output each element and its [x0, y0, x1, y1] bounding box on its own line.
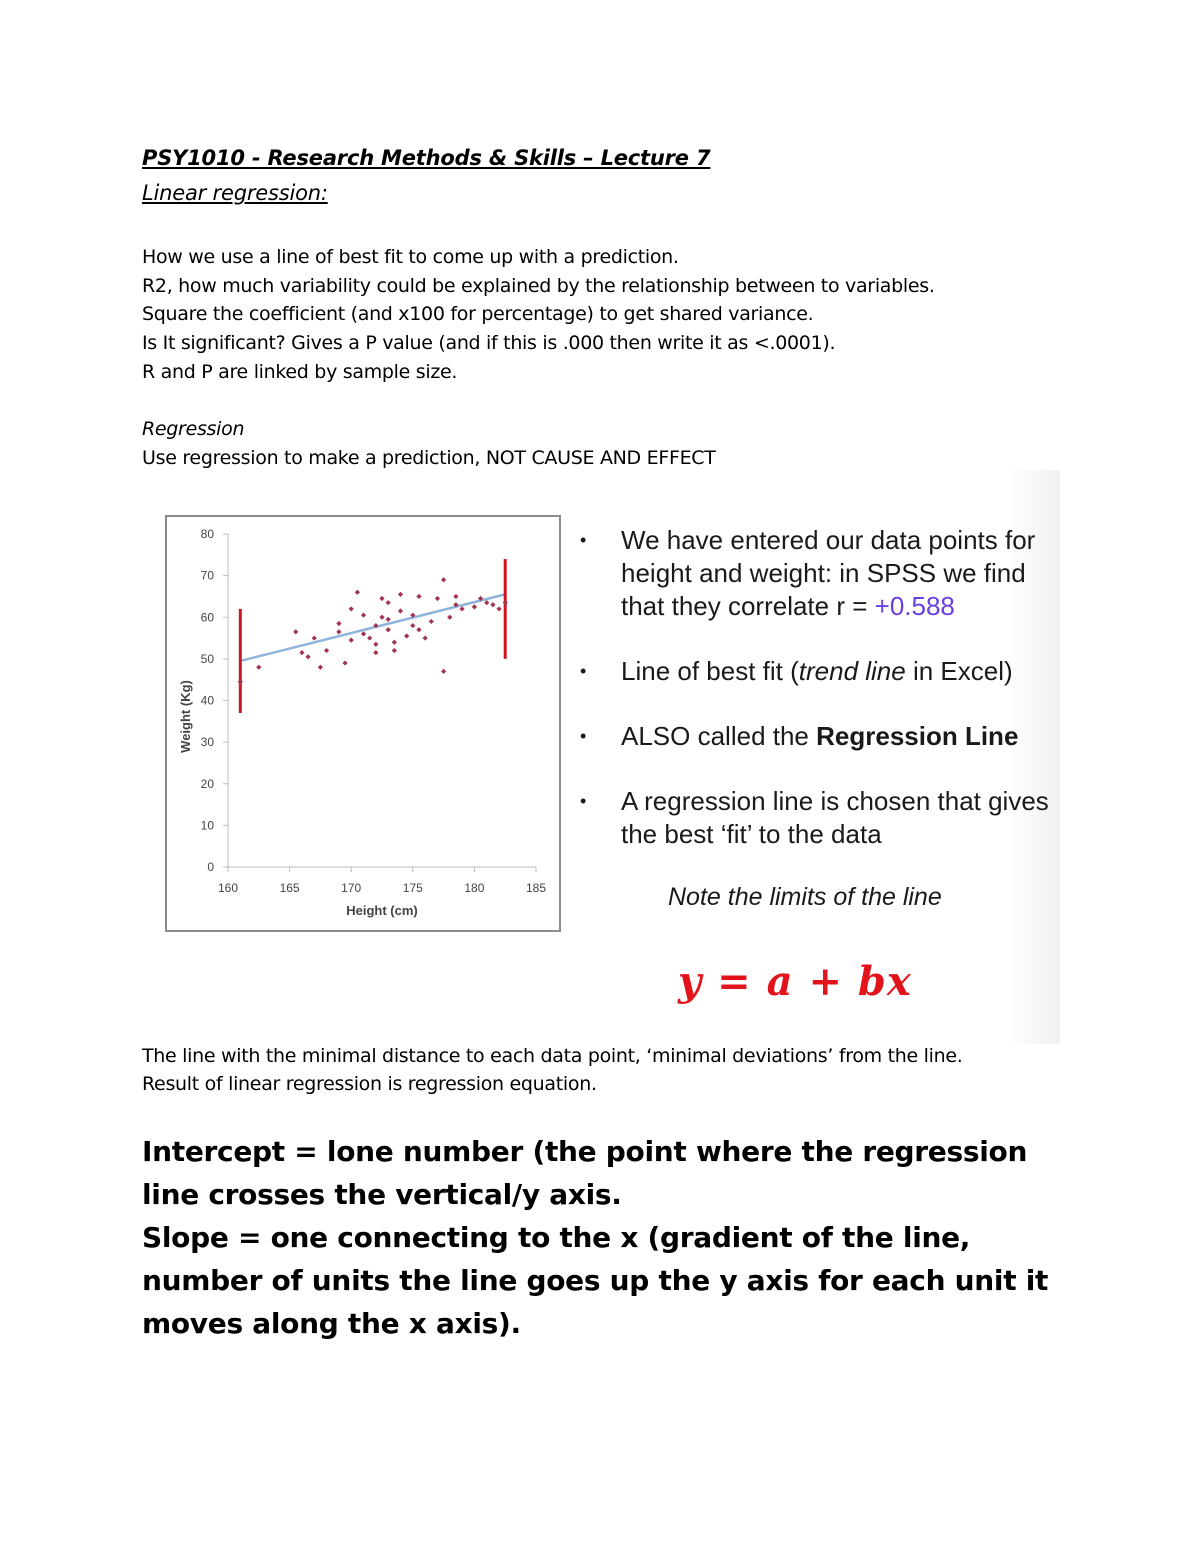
y-tick-label: 20: [200, 776, 214, 791]
y-tick-label: 60: [200, 610, 214, 625]
intercept-definition: Intercept = lone number (the point where the regression line crosses the vertical/y axis.: [142, 1135, 1028, 1211]
bullet-best-fit-post: in Excel): [905, 656, 1013, 686]
x-tick-label: 160: [217, 881, 239, 895]
after-line-2: Result of linear regression is regression equation.: [142, 1073, 597, 1095]
regression-equation: y = a + bx: [678, 958, 912, 1005]
bullet-regression-pre: ALSO called the: [621, 721, 817, 751]
slope-definition: Slope = one connecting to the x (gradient of the line, number of units the line goes up the y axis for each unit it moves along the x axis).: [142, 1221, 1049, 1340]
x-tick-label: 165: [279, 881, 300, 895]
section-heading: Linear regression:: [142, 181, 328, 205]
bullet-best-fit-data-text: A regression line is chosen that gives the best ‘fit’ to the data: [621, 786, 1049, 849]
bullet-correlation-text: We have entered our data points for height and weight: in SPSS we find that they correlate r =: [621, 525, 1036, 621]
bullet-icon: •: [580, 530, 587, 550]
trend-line-term: trend line: [798, 656, 906, 686]
y-tick-label: 70: [200, 568, 214, 583]
intro-line-2: R2, how much variability could be explained by the relationship between to variables.: [142, 275, 935, 297]
intro-line-5: R and P are linked by sample size.: [142, 361, 458, 383]
x-tick-label: 180: [464, 881, 485, 895]
intro-line-1: How we use a line of best fit to come up with a prediction.: [142, 246, 679, 268]
intro-line-4: Is It significant? Gives a P value (and if this is .000 then write it as <.0001).: [142, 332, 836, 354]
x-tick-label: 170: [341, 881, 362, 895]
chart-frame: [166, 516, 560, 931]
bullet-icon: •: [580, 661, 587, 681]
after-line-1: The line with the minimal distance to each data point, ‘minimal deviations’ from the line.: [142, 1045, 963, 1067]
x-tick-label: 175: [402, 881, 423, 895]
regression-line-term: Regression Line: [816, 721, 1019, 751]
y-tick-label: 80: [200, 527, 214, 541]
y-axis-label: Weight (Kg): [178, 680, 193, 753]
slide-note: Note the limits of the line: [668, 883, 942, 911]
x-axis-label: Height (cm): [346, 903, 418, 918]
regression-heading: Regression: [142, 418, 245, 440]
scatter-chart: [165, 515, 561, 932]
correlation-value: +0.588: [874, 591, 955, 621]
intro-line-3: Square the coefficient (and x100 for percentage) to get shared variance.: [142, 303, 814, 325]
bullet-icon: •: [580, 726, 587, 746]
bullet-best-fit-pre: Line of best fit (: [621, 656, 799, 686]
regression-note: Use regression to make a prediction, NOT CAUSE AND EFFECT: [142, 447, 716, 469]
y-tick-label: 10: [200, 818, 214, 833]
y-tick-label: 50: [200, 651, 214, 666]
y-tick-label: 0: [207, 860, 214, 874]
x-tick-label: 185: [525, 881, 547, 895]
page-title: PSY1010 - Research Methods & Skills – Lecture 7: [142, 146, 711, 170]
bullet-icon: •: [580, 791, 587, 811]
y-tick-label: 30: [200, 735, 214, 750]
y-tick-label: 40: [200, 693, 214, 708]
